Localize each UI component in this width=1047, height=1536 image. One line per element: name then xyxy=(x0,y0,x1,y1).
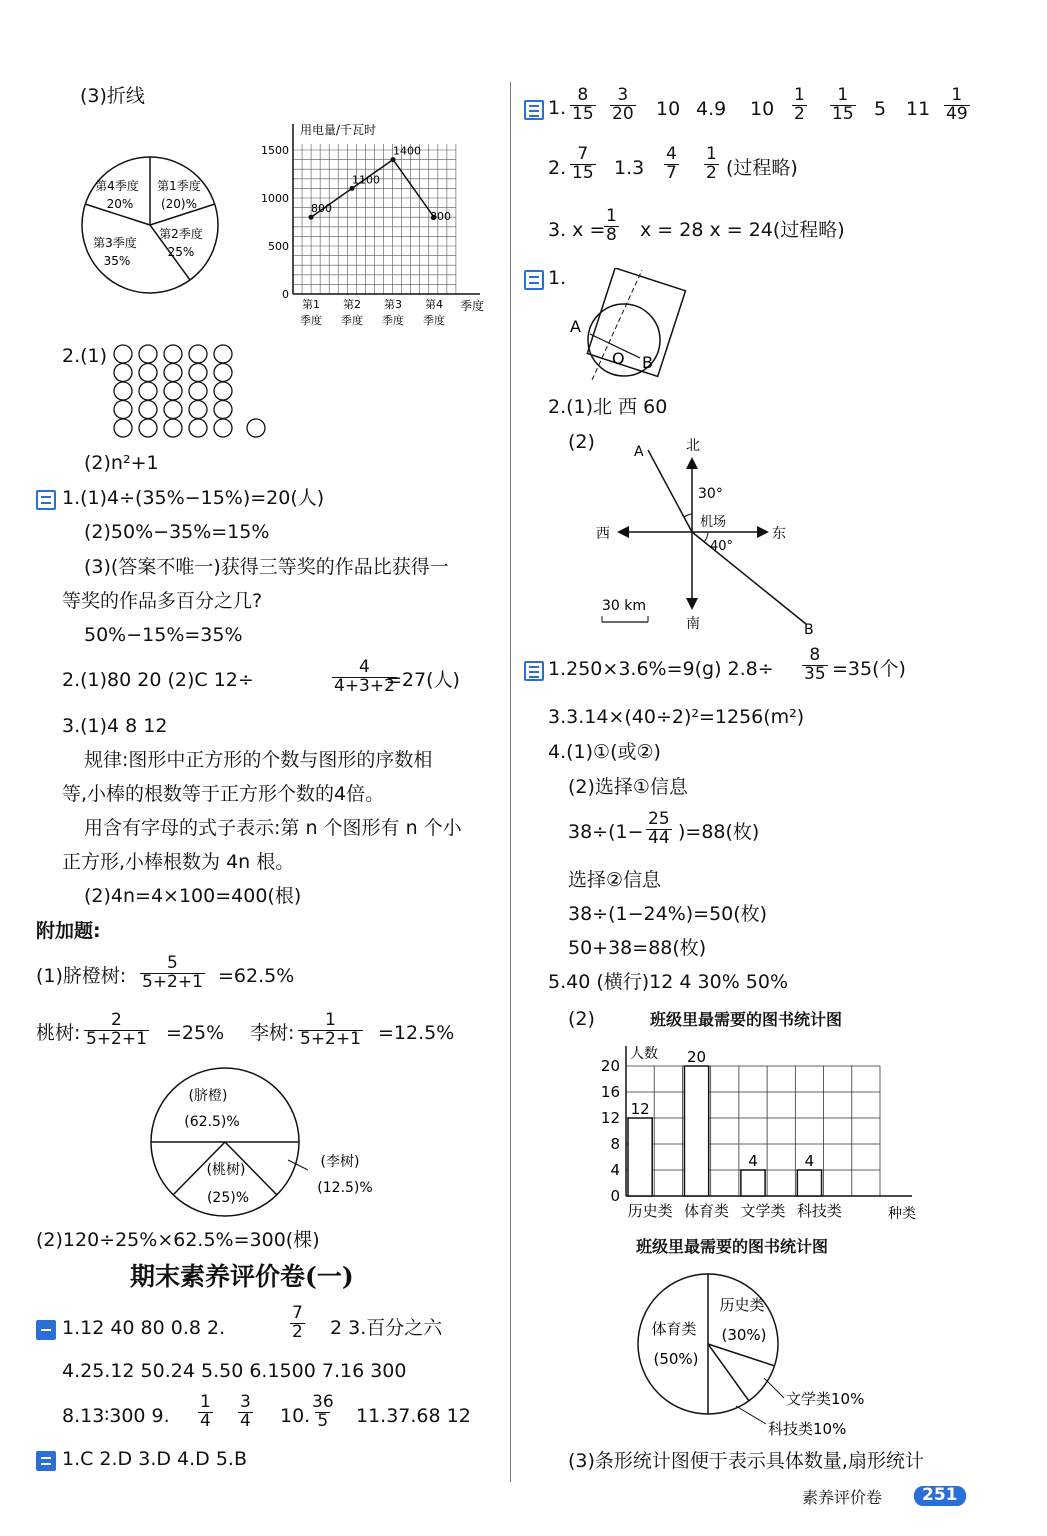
bar-ytick: 12 xyxy=(600,1109,620,1127)
fig-o: O xyxy=(612,349,625,368)
r1-n4: 5 xyxy=(874,98,887,120)
pattern-circle xyxy=(139,382,157,400)
pattern-circle xyxy=(139,401,157,419)
r2-frac2: $\frac{4}{7}$ xyxy=(666,144,677,183)
pie3-bv: (30%) xyxy=(721,1326,767,1344)
pie1-q1v: (20)% xyxy=(160,197,198,211)
extra-1b: =62.5% xyxy=(218,965,295,987)
section-four-icon-right xyxy=(524,270,544,290)
line-point xyxy=(350,186,355,191)
extra-2a: 桃树: xyxy=(36,1022,81,1044)
final-3-frac1: $\frac{1}{4}$ xyxy=(200,1392,211,1431)
s4-q1-3b: 等奖的作品多百分之几? xyxy=(62,590,263,612)
bar-ytick: 16 xyxy=(600,1083,620,1101)
r3-b: x = 28 x = 24(过程略) xyxy=(640,219,845,241)
bar-xlabel: 种类 xyxy=(888,1206,916,1222)
pattern-circle xyxy=(114,345,132,363)
line-xtick-sub: 季度 xyxy=(423,314,445,327)
r5: 2.(1)北 西 60 xyxy=(548,396,668,418)
compass-center: 机场 xyxy=(700,515,727,530)
r3-a: 3. x = xyxy=(548,219,606,241)
fig-b: B xyxy=(642,353,653,372)
s4-q3: 3.(1)4 8 12 xyxy=(62,715,168,737)
compass-scale: 30 km xyxy=(602,598,647,614)
r4-label: 1. xyxy=(548,267,567,289)
pattern-circle xyxy=(114,364,132,382)
pie3-d: 科技类10% xyxy=(768,1420,847,1438)
s4-q2a: 2.(1)80 20 (2)C 12÷ xyxy=(62,669,254,691)
r15: 5.40 (横行)12 4 30% 50% xyxy=(548,971,789,993)
final-1b: 2 3.百分之六 xyxy=(330,1317,443,1339)
r13: 38÷(1−24%)=50(枚) xyxy=(568,903,768,925)
compass-s: 南 xyxy=(686,616,700,632)
extra-2b: =25% xyxy=(166,1022,225,1044)
s4-q1-2: (2)50%−35%=15% xyxy=(84,521,270,543)
line-point xyxy=(309,215,314,220)
r3-frac: $\frac{1}{8}$ xyxy=(606,206,617,245)
line-point xyxy=(391,157,396,162)
r11a: 38÷(1− xyxy=(568,821,644,843)
r1-n2: 4.9 xyxy=(696,98,727,120)
pattern-circle xyxy=(189,401,207,419)
r1-frac1: $\frac{8}{15}$ xyxy=(572,85,594,124)
tree-pie-chart xyxy=(140,1062,400,1227)
line-xtick: 第4 xyxy=(425,298,443,311)
pie2-a: (脐橙) xyxy=(188,1088,228,1104)
r10: (2)选择①信息 xyxy=(568,776,688,798)
r1-frac5: $\frac{1}{49}$ xyxy=(946,85,968,124)
pattern-circle xyxy=(164,419,182,437)
final-3b: 10. xyxy=(280,1405,311,1427)
pie1-q3: 第3季度 xyxy=(93,236,137,250)
r1-frac3: $\frac{1}{2}$ xyxy=(794,85,805,124)
line-point-label: 800 xyxy=(311,202,332,216)
line-ytick: 1000 xyxy=(261,192,289,205)
quarter-pie-chart xyxy=(75,150,225,300)
extra-heading: 附加题: xyxy=(36,920,101,942)
bar-value-label: 4 xyxy=(748,1152,758,1170)
bar-category-label: 历史类 xyxy=(627,1202,673,1220)
bar-ytick: 8 xyxy=(610,1135,620,1153)
compass-ang2: 40° xyxy=(710,539,734,554)
section-three-icon xyxy=(524,100,544,120)
pie3-a: 体育类 xyxy=(651,1320,697,1338)
s4-q1-3c: 50%−15%=35% xyxy=(84,624,243,646)
pie3-c: 文学类10% xyxy=(786,1390,865,1408)
line-ylabel: 用电量/千瓦时 xyxy=(300,123,377,137)
r12: 选择②信息 xyxy=(568,869,662,891)
line-xtick: 第3 xyxy=(384,298,402,311)
r1-n5: 11 xyxy=(906,98,931,120)
compass-b: B xyxy=(804,622,814,638)
bar xyxy=(684,1066,708,1196)
pattern-circle xyxy=(164,382,182,400)
extra-1a: (1)脐橙树: xyxy=(36,965,127,987)
r6: (2) xyxy=(568,431,595,453)
r1-n1: 10 xyxy=(656,98,681,120)
bar-category-label: 科技类 xyxy=(796,1202,842,1220)
final-1a: 1.12 40 80 0.8 2. xyxy=(62,1317,226,1339)
compass-n: 北 xyxy=(686,438,700,454)
r14: 50+38=88(枚) xyxy=(568,937,707,959)
bar-value-label: 20 xyxy=(687,1048,707,1066)
final-2: 4.25.12 50.24 5.50 6.1500 7.16 300 xyxy=(62,1360,407,1382)
compass-ang1: 30° xyxy=(698,486,723,502)
bar-chart-title: 班级里最需要的图书统计图 xyxy=(650,1010,843,1029)
section-two-icon xyxy=(36,1451,56,1471)
extra-1-frac: $\frac{5}{5+2+1}$ xyxy=(142,953,203,992)
pattern-circle xyxy=(214,364,232,382)
pattern-circle xyxy=(189,364,207,382)
pie1-q4: 第4季度 xyxy=(95,179,139,193)
pattern-circle xyxy=(164,345,182,363)
pattern-circle xyxy=(139,419,157,437)
compass-diagram xyxy=(590,432,830,642)
pattern-circle xyxy=(214,345,232,363)
compass-e: 东 xyxy=(772,526,786,542)
pie2-cv: (12.5)% xyxy=(317,1180,373,1196)
electricity-line-chart xyxy=(248,112,498,337)
final-1-frac: $\frac{7}{2}$ xyxy=(292,1303,303,1342)
pie2-b: (桃树) xyxy=(206,1162,246,1178)
compass-a: A xyxy=(634,444,644,460)
extra-2-frac2: $\frac{1}{5+2+1}$ xyxy=(300,1010,361,1049)
line-ytick: 500 xyxy=(268,240,289,253)
book-bar-chart xyxy=(590,1036,930,1226)
r2-frac1: $\frac{7}{15}$ xyxy=(572,144,594,183)
line-point-label: 800 xyxy=(430,210,451,224)
final-3c: 11.37.68 12 xyxy=(356,1405,471,1427)
bar-value-label: 12 xyxy=(630,1100,650,1118)
pattern-circle xyxy=(214,401,232,419)
page-number: 251 xyxy=(914,1486,966,1506)
line-point-label: 1100 xyxy=(352,173,380,187)
pie3-b: 历史类 xyxy=(719,1296,765,1314)
r9: 4.(1)①(或②) xyxy=(548,741,661,763)
final-4: 1.C 2.D 3.D 4.D 5.B xyxy=(62,1448,247,1470)
final-3-frac3: $\frac{36}{5}$ xyxy=(312,1392,334,1431)
r8: 3.3.14×(40÷2)²=1256(m²) xyxy=(548,706,805,728)
pattern-circle xyxy=(247,419,265,437)
r7-frac: $\frac{8}{35}$ xyxy=(804,645,826,684)
bar-ytick: 0 xyxy=(610,1187,620,1205)
line-xtick-sub: 季度 xyxy=(341,314,363,327)
pie2-bv: (25)% xyxy=(206,1190,250,1206)
pie1-q2: 第2季度 xyxy=(159,227,203,241)
pattern-circle xyxy=(164,401,182,419)
r2-frac3: $\frac{1}{2}$ xyxy=(706,144,717,183)
item-2-1-label: 2.(1) xyxy=(62,345,108,367)
footer-label: 素养评价卷 xyxy=(802,1488,883,1507)
pattern-circle xyxy=(189,345,207,363)
pie2-av: (62.5)% xyxy=(184,1114,240,1130)
bar-ytick: 20 xyxy=(600,1057,620,1075)
s4-q3-r2: 等,小棒的根数等于正方形个数的4倍。 xyxy=(62,783,385,805)
bar xyxy=(797,1170,821,1196)
r11-frac: $\frac{25}{44}$ xyxy=(648,809,670,848)
r1-frac2: $\frac{3}{20}$ xyxy=(612,85,634,124)
line-ytick: 0 xyxy=(282,288,289,301)
pattern-circle xyxy=(214,419,232,437)
section-five-icon xyxy=(524,661,544,681)
pie1-q1: 第1季度 xyxy=(157,179,201,193)
line-ytick: 1500 xyxy=(261,144,289,157)
line-xtick: 第1 xyxy=(302,298,320,311)
column-divider xyxy=(510,82,511,1482)
pattern-circle xyxy=(189,419,207,437)
compass-w: 西 xyxy=(596,526,610,542)
r7b: =35(个) xyxy=(832,658,906,680)
r1-label: 1. xyxy=(548,97,567,119)
item-3-label: (3)折线 xyxy=(80,85,145,107)
pie1-q3v: 35% xyxy=(103,254,131,268)
circle-square-figure xyxy=(560,268,710,388)
pattern-circle xyxy=(189,382,207,400)
circle-pattern xyxy=(113,344,273,444)
r2-c: (过程略) xyxy=(726,157,798,179)
pie2-c: (李树) xyxy=(320,1154,360,1170)
line-xtick: 第2 xyxy=(343,298,361,311)
pattern-circle xyxy=(114,401,132,419)
bar xyxy=(741,1170,765,1196)
book-pie-chart xyxy=(636,1262,926,1442)
r11b: )=88(枚) xyxy=(678,821,760,843)
section-four-icon xyxy=(36,490,56,510)
r2-label: 2. xyxy=(548,157,567,179)
bar-category-label: 体育类 xyxy=(684,1202,730,1220)
r17: (3)条形统计图便于表示具体数量,扇形统计 xyxy=(568,1450,924,1472)
pattern-circle xyxy=(164,364,182,382)
bar-ytick: 4 xyxy=(610,1161,620,1179)
pattern-circle xyxy=(139,345,157,363)
r1-frac4: $\frac{1}{15}$ xyxy=(832,85,854,124)
fig-a: A xyxy=(570,317,581,336)
line-xlabel: 季度 xyxy=(460,299,485,313)
s4-q2b: =27(人) xyxy=(386,669,460,691)
bar xyxy=(628,1118,652,1196)
r1-n3: 10 xyxy=(750,98,775,120)
r2-b: 1.3 xyxy=(614,157,645,179)
extra-2-answer: (2)120÷25%×62.5%=300(棵) xyxy=(36,1229,320,1251)
s4-q3-r3: 用含有字母的式子表示:第 n 个图形有 n 个小 xyxy=(84,817,462,839)
s4-q2-frac: $\frac{4}{4+3+2}$ xyxy=(334,657,395,696)
extra-2-frac: $\frac{2}{5+2+1}$ xyxy=(86,1010,147,1049)
bar-category-label: 文学类 xyxy=(740,1202,786,1220)
line-point-label: 1400 xyxy=(393,144,421,158)
page-title: 期末素养评价卷(一) xyxy=(130,1262,354,1291)
pie3-title: 班级里最需要的图书统计图 xyxy=(636,1237,829,1256)
pattern-circle xyxy=(114,419,132,437)
pie1-q2v: 25% xyxy=(167,245,195,259)
pie1-q4v: 20% xyxy=(106,197,134,211)
bar-value-label: 4 xyxy=(804,1152,815,1170)
line-xtick-sub: 季度 xyxy=(300,314,322,327)
pattern-circle xyxy=(214,382,232,400)
pattern-circle xyxy=(139,364,157,382)
final-3a: 8.13∶300 9. xyxy=(62,1405,170,1427)
s4-q3-r4: 正方形,小棒根数为 4n 根。 xyxy=(62,851,295,873)
s4-q3-r1: 规律:图形中正方形的个数与图形的序数相 xyxy=(84,749,433,771)
bar-ylabel: 人数 xyxy=(630,1046,658,1062)
extra-2d: =12.5% xyxy=(378,1022,455,1044)
line-xtick-sub: 季度 xyxy=(382,314,404,327)
section-one-icon xyxy=(36,1320,56,1340)
pattern-circle xyxy=(114,382,132,400)
r7a: 1.250×3.6%=9(g) 2.8÷ xyxy=(548,658,774,680)
pie3-av: (50%) xyxy=(653,1350,699,1368)
s4-q1-1: 1.(1)4÷(35%−15%)=20(人) xyxy=(62,487,325,509)
final-3-frac2: $\frac{3}{4}$ xyxy=(240,1392,251,1431)
s4-q1-3a: (3)(答案不唯一)获得三等奖的作品比获得一 xyxy=(84,556,449,578)
r16: (2) xyxy=(568,1008,595,1030)
item-2-2: (2)n²+1 xyxy=(84,452,159,474)
extra-2c: 李树: xyxy=(250,1022,295,1044)
s4-q3-2: (2)4n=4×100=400(根) xyxy=(84,885,302,907)
